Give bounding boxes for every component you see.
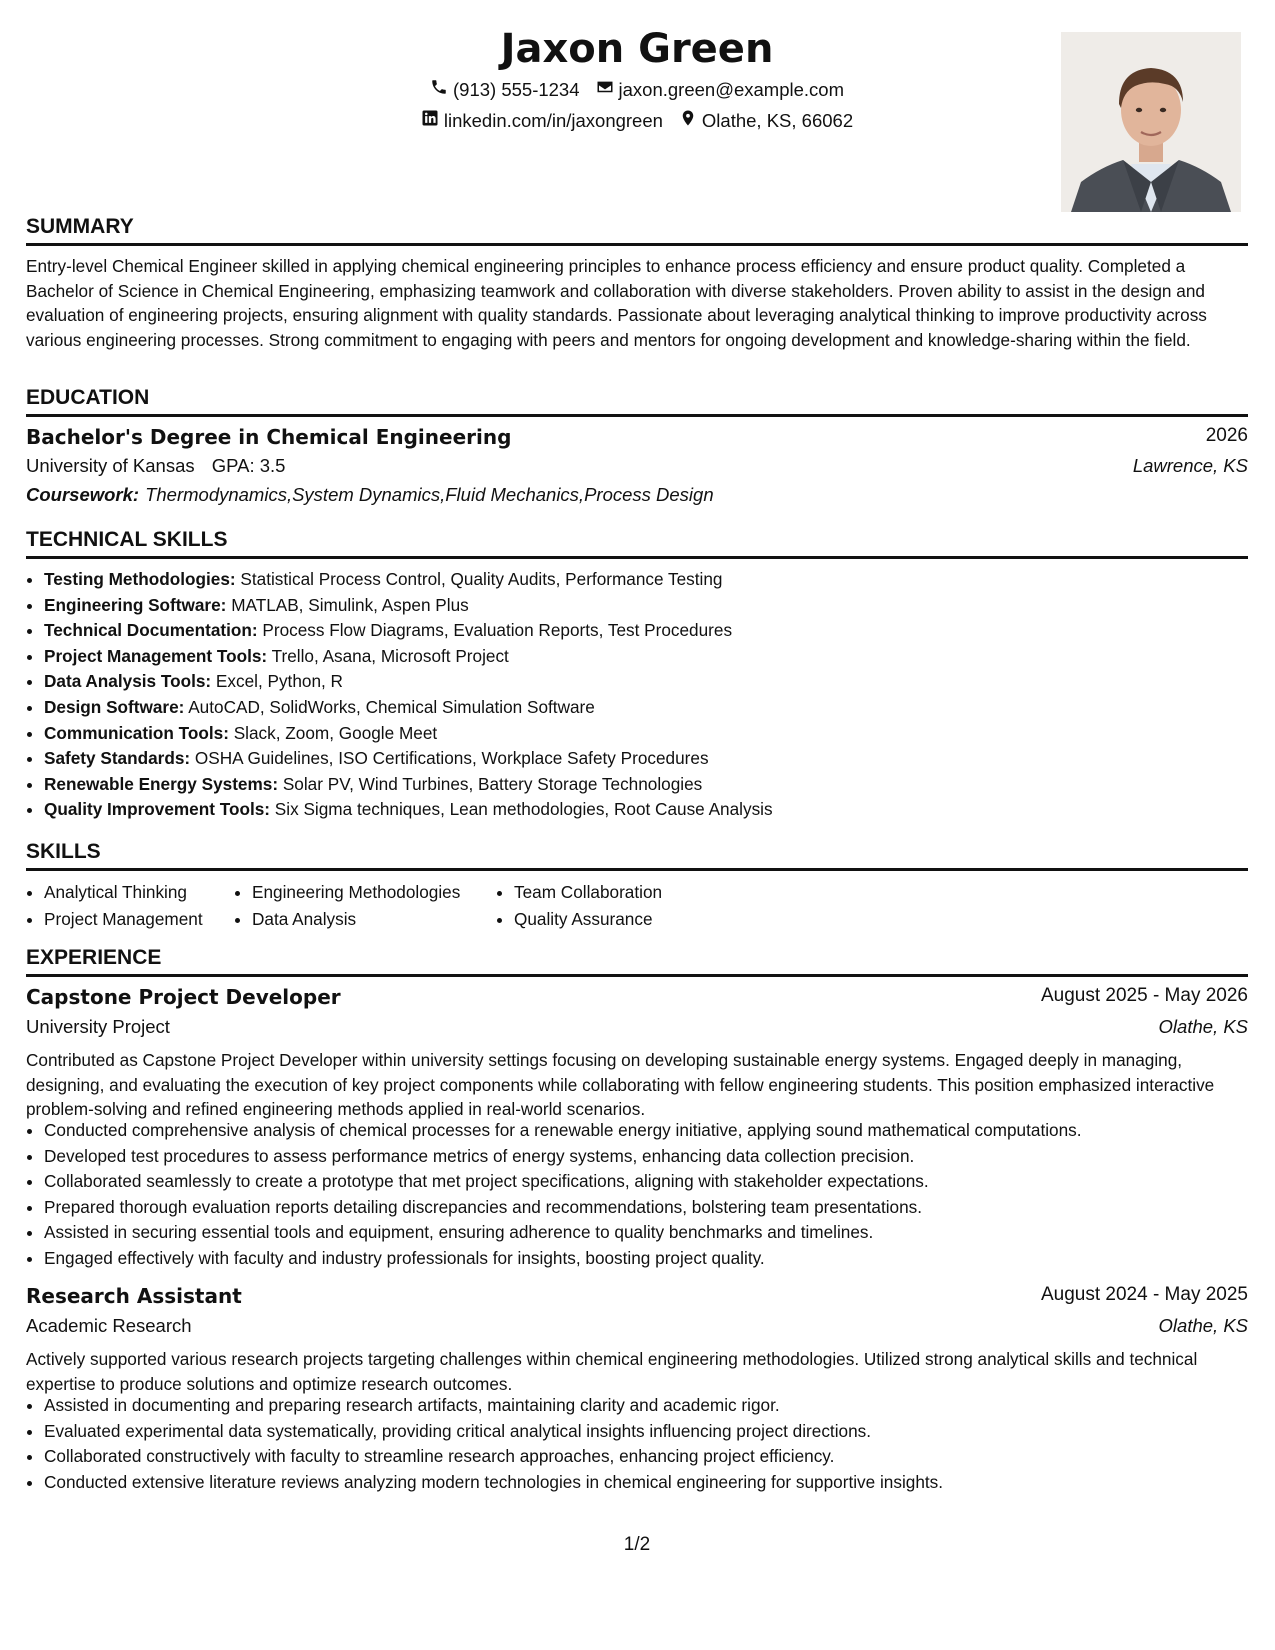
contact-phone[interactable]: [430, 78, 580, 101]
job-1-role: Capstone Project Developer: [26, 985, 341, 1009]
job-1-dates: August 2025 - May 2026: [1040, 985, 1248, 1006]
list-item: • Assisted in securing essential tools and equipment, ensuring adherence to quality benchmarks and timelines.: [44, 1220, 1248, 1246]
job-1-bullets: [26, 1118, 1248, 1272]
coursework-list: Thermodynamics,System Dynamics,Fluid Mechanics,Process Design: [145, 484, 714, 505]
list-item: • Communication Tools: Slack, Zoom, Google Meet: [44, 721, 1248, 747]
job-2-dates: August 2024 - May 2025: [1040, 1284, 1248, 1305]
envelope-icon: [596, 78, 614, 101]
candidate-name: Jaxon Green: [500, 26, 774, 72]
list-item: • Developed test procedures to assess performance metrics of energy systems, enhancing data collection precision.: [44, 1144, 1248, 1170]
coursework-label: Coursework:: [26, 484, 140, 505]
education-heading: EDUCATION: [26, 386, 1248, 417]
education-row-1: [26, 425, 1248, 449]
job-2-description: Actively supported various research projects targeting challenges within chemical engineering methodologies. Utilized strong analytical skills and technical expertise to produce solutions and optimize research outcomes.: [26, 1349, 1198, 1394]
job-1-location: Olathe, KS: [1158, 1016, 1248, 1037]
experience-heading: EXPERIENCE: [26, 946, 1248, 977]
technical-skills-list: [26, 567, 1248, 823]
list-item: • Design Software: AutoCAD, SolidWorks, Chemical Simulation Software: [44, 695, 1248, 721]
job-2-location: Olathe, KS: [1158, 1315, 1248, 1336]
list-item: • Collaborated constructively with faculty to streamline research approaches, enhancing project efficiency.: [44, 1444, 1248, 1470]
list-item: • Team Collaboration: [514, 879, 754, 906]
list-item: • Engineering Methodologies: [252, 879, 494, 906]
list-item: • Technical Documentation: Process Flow Diagrams, Evaluation Reports, Test Procedures: [44, 618, 1248, 644]
skills-heading: SKILLS: [26, 840, 1248, 871]
job-1-description: Contributed as Capstone Project Developer within university settings focusing on developing sustainable energy systems. Engaged deeply in managing, designing, and evaluating the execution of key project components while collaborating with fellow engineering students. This position emphasized interactive problem-solving and refined engineering methods applied in real-world scenarios.: [26, 1050, 1215, 1120]
list-item: • Assisted in documenting and preparing research artifacts, maintaining clarity and academic rigor.: [44, 1393, 1248, 1419]
job-2-header: [26, 1284, 1248, 1308]
list-item: • Project Management Tools: Trello, Asana, Microsoft Project: [44, 644, 1248, 670]
education-row-2: [26, 455, 1248, 477]
degree: Bachelor's Degree in Chemical Engineering: [26, 425, 512, 449]
contact-email[interactable]: [596, 78, 844, 101]
list-item: • Safety Standards: OSHA Guidelines, ISO Certifications, Workplace Safety Procedures: [44, 746, 1248, 772]
list-item: • Testing Methodologies: Statistical Process Control, Quality Audits, Performance Testing: [44, 567, 1248, 593]
coursework-row: [26, 484, 1248, 506]
location-text: Olathe, KS, 66062: [701, 109, 854, 131]
job-2-role: Research Assistant: [26, 1284, 242, 1308]
list-item: • Data Analysis Tools: Excel, Python, R: [44, 669, 1248, 695]
job-1-header: [26, 985, 1248, 1009]
list-item: • Conducted extensive literature reviews analyzing modern technologies in chemical engineering for supportive insights.: [44, 1470, 1248, 1496]
list-item: • Evaluated experimental data systematically, providing critical analytical insights influencing project directions.: [44, 1419, 1248, 1445]
summary-text: Entry-level Chemical Engineer skilled in applying chemical engineering principles to enhance process efficiency and ensure product quality. Completed a Bachelor of Science in Chemical Engineering, emphasizing teamwork and collaboration with diverse stakeholders. Proven ability to assist in the design and evaluation of engineering projects, ensuring alignment with quality standards. Passionate about leveraging analytical thinking to improve productivity across various engineering processes. Strong commitment to engaging with peers and mentors for ongoing development and knowledge-sharing within the field.: [26, 256, 1207, 350]
email-text: jaxon.green@example.com: [618, 78, 844, 100]
job-2-org: Academic Research: [26, 1315, 192, 1336]
skills-column-2: [234, 879, 494, 932]
skills-column-3: [496, 879, 754, 932]
linkedin-icon: [421, 109, 439, 132]
job-1-org: University Project: [26, 1016, 170, 1037]
job-1-subheader: [26, 1016, 1248, 1038]
contact-linkedin[interactable]: [421, 109, 663, 132]
skills-column-1: [26, 879, 232, 932]
skills-grid: [26, 879, 754, 932]
graduation-year: 2026: [1205, 425, 1248, 446]
school-name: University of Kansas: [26, 455, 195, 476]
list-item: • Quality Improvement Tools: Six Sigma techniques, Lean methodologies, Root Cause Analysis: [44, 797, 1248, 823]
job-2-bullets: [26, 1393, 1248, 1495]
linkedin-text: linkedin.com/in/jaxongreen: [443, 109, 663, 131]
list-item: • Quality Assurance: [514, 906, 754, 933]
resume-header: [26, 22, 1248, 212]
technical-skills-heading: TECHNICAL SKILLS: [26, 528, 1248, 559]
phone-text: (913) 555-1234: [453, 78, 580, 100]
list-item: • Project Management: [44, 906, 232, 933]
job-2-subheader: [26, 1315, 1248, 1337]
school-location: Lawrence, KS: [1132, 455, 1248, 476]
list-item: • Engineering Software: MATLAB, Simulink, Aspen Plus: [44, 593, 1248, 619]
resume-page: [26, 0, 1248, 1650]
list-item: • Analytical Thinking: [44, 879, 232, 906]
phone-icon: [430, 78, 448, 101]
list-item: • Prepared thorough evaluation reports detailing discrepancies and recommendations, bolstering team presentations.: [44, 1195, 1248, 1221]
gpa: GPA: 3.5: [211, 455, 286, 476]
map-pin-icon: [679, 109, 697, 132]
summary-heading: SUMMARY: [26, 215, 1248, 246]
page-number: 1/2: [623, 1534, 651, 1555]
list-item: • Renewable Energy Systems: Solar PV, Wind Turbines, Battery Storage Technologies: [44, 772, 1248, 798]
list-item: • Conducted comprehensive analysis of chemical processes for a renewable energy initiative, applying sound mathematical computations.: [44, 1118, 1248, 1144]
list-item: • Collaborated seamlessly to create a prototype that met project specifications, aligning with stakeholder expectations.: [44, 1169, 1248, 1195]
list-item: • Data Analysis: [252, 906, 494, 933]
contact-location: [679, 109, 853, 132]
list-item: • Engaged effectively with faculty and industry professionals for insights, boosting project quality.: [44, 1246, 1248, 1272]
school-line: [26, 455, 285, 477]
profile-photo: [1061, 32, 1241, 212]
